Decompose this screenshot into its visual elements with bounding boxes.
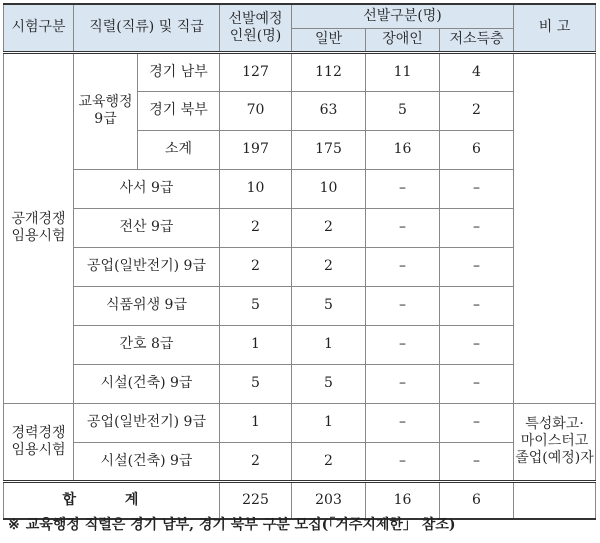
row-name: 소계 [138, 130, 220, 169]
cell-planned: 10 [220, 169, 292, 208]
edu-label: 교육행정 9급 [74, 52, 138, 169]
cell-low-income: – [440, 325, 514, 364]
cell-general: 2 [292, 442, 366, 481]
cell-disabled: 11 [366, 52, 440, 91]
cell-low-income: 4 [440, 52, 514, 91]
header-remarks: 비 고 [514, 4, 596, 52]
row-name: 사서 9급 [74, 169, 220, 208]
header-low-income: 저소득층 [440, 28, 514, 52]
row-name: 경기 북부 [138, 91, 220, 130]
cell-planned: 1 [220, 403, 292, 442]
total-general: 203 [292, 481, 366, 519]
total-remark [514, 481, 596, 519]
cell-disabled: – [366, 364, 440, 403]
cell-general: 1 [292, 325, 366, 364]
table-row [4, 208, 596, 247]
cell-low-income: – [440, 169, 514, 208]
cell-general: 2 [292, 247, 366, 286]
remark-open [514, 52, 596, 403]
cell-general: 5 [292, 364, 366, 403]
row-name: 시설(건축) 9급 [74, 364, 220, 403]
cell-low-income: – [440, 442, 514, 481]
total-label: 합 계 [4, 481, 220, 519]
header-planned: 선발예정 인원(명) [220, 4, 292, 52]
header-disabled: 장애인 [366, 28, 440, 52]
cell-general: 175 [292, 130, 366, 169]
group-career: 경력경쟁 임용시험 [4, 403, 74, 481]
table-row [4, 403, 596, 442]
total-low-income: 6 [440, 481, 514, 519]
row-name: 전산 9급 [74, 208, 220, 247]
cell-disabled: – [366, 208, 440, 247]
cell-planned: 2 [220, 208, 292, 247]
cell-disabled: 16 [366, 130, 440, 169]
cell-disabled: – [366, 442, 440, 481]
table-row [4, 364, 596, 403]
table-row [4, 52, 596, 91]
header-selection-group: 선발구분(명) [292, 4, 514, 28]
cell-low-income: 6 [440, 130, 514, 169]
cell-general: 5 [292, 286, 366, 325]
cell-low-income: – [440, 403, 514, 442]
cell-general: 63 [292, 91, 366, 130]
reference-mark-icon: ※ [8, 517, 20, 533]
cell-disabled: – [366, 169, 440, 208]
cell-disabled: 5 [366, 91, 440, 130]
cell-planned: 70 [220, 91, 292, 130]
cell-planned: 5 [220, 286, 292, 325]
table-row [4, 286, 596, 325]
cell-general: 10 [292, 169, 366, 208]
cell-general: 112 [292, 52, 366, 91]
header-exam-type: 시험구분 [4, 4, 74, 52]
row-name: 간호 8급 [74, 325, 220, 364]
cell-planned: 2 [220, 442, 292, 481]
cell-planned: 5 [220, 364, 292, 403]
cell-low-income: – [440, 208, 514, 247]
table-row [4, 247, 596, 286]
total-planned: 225 [220, 481, 292, 519]
cell-planned: 1 [220, 325, 292, 364]
header-general: 일반 [292, 28, 366, 52]
cell-general: 1 [292, 403, 366, 442]
row-name: 식품위생 9급 [74, 286, 220, 325]
cell-disabled: – [366, 403, 440, 442]
cell-low-income: – [440, 364, 514, 403]
row-name: 시설(건축) 9급 [74, 442, 220, 481]
cell-low-income: – [440, 286, 514, 325]
row-name: 경기 남부 [138, 52, 220, 91]
header-position: 직렬(직류) 및 직급 [74, 4, 220, 52]
cell-planned: 127 [220, 52, 292, 91]
total-disabled: 16 [366, 481, 440, 519]
cell-planned: 197 [220, 130, 292, 169]
row-name: 공업(일반전기) 9급 [74, 403, 220, 442]
footnote-text: 교육행정 직렬은 경기 남부, 경기 북부 구분 모집(「거주지제한」 참조) [25, 517, 456, 533]
table-row [4, 442, 596, 481]
cell-disabled: – [366, 247, 440, 286]
table-row [4, 169, 596, 208]
remark-career: 특성화고· 마이스터고 졸업(예정)자 [514, 403, 596, 481]
cell-general: 2 [292, 208, 366, 247]
table-row [4, 325, 596, 364]
cell-disabled: – [366, 325, 440, 364]
cell-disabled: – [366, 286, 440, 325]
footnote [8, 514, 455, 534]
cell-low-income: 2 [440, 91, 514, 130]
recruitment-table [3, 3, 596, 520]
group-open: 공개경쟁 임용시험 [4, 52, 74, 403]
cell-low-income: – [440, 247, 514, 286]
cell-planned: 2 [220, 247, 292, 286]
row-name: 공업(일반전기) 9급 [74, 247, 220, 286]
